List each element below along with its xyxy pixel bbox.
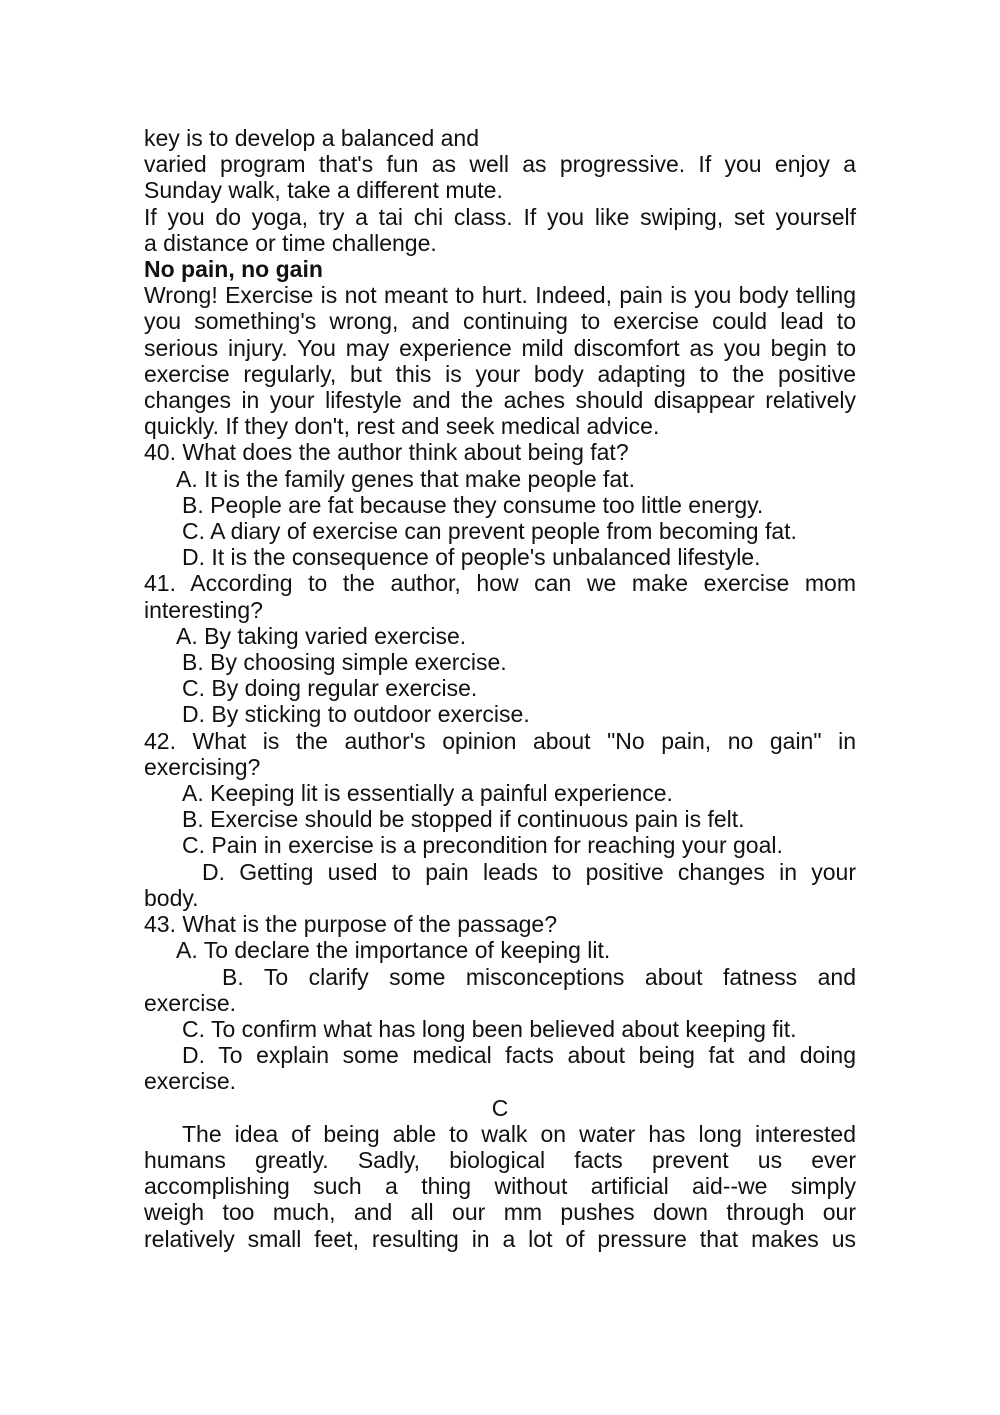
question-42-stem-line-1: 42. What is the author's opinion about "No pain, no gain" in: [144, 727, 856, 754]
passage-c-line-2: humans greatly. Sadly, biological facts prevent us ever: [144, 1146, 856, 1173]
intro-line-1: key is to develop a balanced and: [144, 125, 480, 151]
intro-line-5: a distance or time challenge.: [144, 229, 437, 256]
question-43-option-d-line-1: D. To explain some medical facts about being fat and doing: [182, 1042, 856, 1069]
intro-line-2: varied program that's fun as well as progressive. If you enjoy a: [144, 151, 856, 178]
section-heading: No pain, no gain: [144, 256, 323, 283]
passage-c-label: C: [491, 1094, 509, 1121]
question-42-stem-line-2: exercising?: [144, 753, 261, 780]
intro-line-3: Sunday walk, take a different mute.: [144, 177, 503, 204]
passage-c-line-3: accomplishing such a thing without artificial aid--we simply: [144, 1173, 856, 1200]
passage-c-line-1: The idea of being able to walk on water has long interested: [182, 1120, 856, 1147]
question-43-option-c: C. To confirm what has long been believed about keeping fit.: [182, 1015, 797, 1042]
section-paragraph: Wrong! Exercise is not meant to hurt. Indeed, pain is you body telling you something's wrong, and continuing to exercise could lead to serious injury. You may experience mild discomfort as you begin to exercise regularly, but this is your body adapting to the positive changes in your lifestyle and the aches should disappear relatively quickly. If they don't, rest and seek medical advice.: [144, 282, 856, 440]
question-41-option-a: A. By taking varied exercise.: [176, 622, 467, 649]
question-40-option-c: C. A diary of exercise can prevent people from becoming fat.: [182, 518, 797, 545]
question-41-option-b: B. By choosing simple exercise.: [182, 649, 507, 676]
question-43-option-b-line-1: B. To clarify some misconceptions about fatness and: [222, 963, 856, 990]
question-42-option-a: A. Keeping lit is essentially a painful experience.: [182, 780, 673, 807]
question-43-option-b-line-2: exercise.: [144, 989, 237, 1016]
question-40-option-a: A. It is the family genes that make people fat.: [176, 465, 635, 492]
question-40-option-b: B. People are fat because they consume too little energy.: [182, 491, 764, 518]
question-43-option-d-line-2: exercise.: [144, 1068, 237, 1095]
question-42-option-c: C. Pain in exercise is a precondition for reaching your goal.: [182, 832, 783, 859]
question-42-option-d-line-2: body.: [144, 884, 199, 911]
passage-c-line-5: relatively small feet, resulting in a lot of pressure that makes us: [144, 1225, 856, 1252]
document-page: [144, 125, 856, 1252]
question-41-stem-line-1: 41. According to the author, how can we make exercise mom: [144, 570, 856, 597]
question-41-stem-line-2: interesting?: [144, 596, 263, 623]
question-43-option-a: A. To declare the importance of keeping lit.: [176, 937, 611, 964]
question-42-option-d-line-1: D. Getting used to pain leads to positive changes in your: [202, 858, 856, 885]
question-40-stem: 40. What does the author think about being fat?: [144, 439, 629, 466]
question-43-stem: 43. What is the purpose of the passage?: [144, 911, 557, 938]
passage-c-line-4: weigh too much, and all our mm pushes down through our: [144, 1199, 856, 1226]
question-41-option-c: C. By doing regular exercise.: [182, 675, 478, 702]
question-40-option-d: D. It is the consequence of people's unbalanced lifestyle.: [182, 544, 761, 571]
question-42-option-b: B. Exercise should be stopped if continuous pain is felt.: [182, 806, 745, 833]
intro-line-4: If you do yoga, try a tai chi class. If you like swiping, set yourself: [144, 203, 856, 230]
question-41-option-d: D. By sticking to outdoor exercise.: [182, 701, 530, 728]
